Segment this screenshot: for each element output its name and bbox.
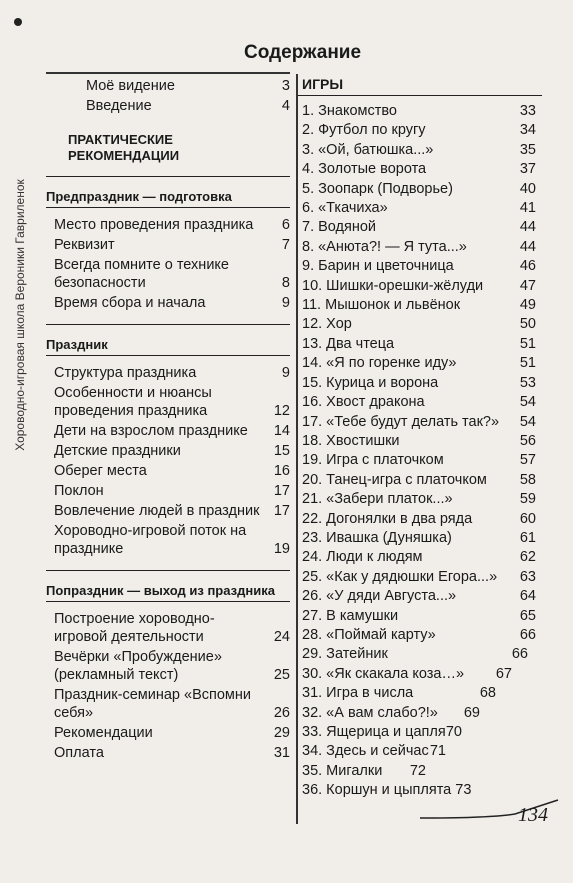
game-entry-label: 3. «Ой, батюшка...» [302, 141, 434, 158]
game-entry-page: 33 [519, 103, 536, 119]
game-entry-label: 6. «Ткачиха» [302, 200, 388, 217]
game-entry-page: 62 [519, 549, 536, 566]
game-entry-label: 7. Водяной [302, 219, 377, 236]
section-title-holiday: Праздник [46, 337, 290, 356]
game-entry-label: 32. «А вам слабо?!» [302, 704, 438, 721]
section-title-prepare: Предпраздник — подготовка [46, 189, 290, 208]
game-entry[interactable] [298, 704, 542, 723]
toc-entry-label: Реквизит [54, 237, 115, 253]
game-entry[interactable] [298, 393, 542, 412]
practical-heading [46, 132, 290, 164]
toc-entry-label: Особенности и нюансы проведения праздника [54, 385, 212, 419]
game-entry-label: 10. Шишки-орешки-жёлуди [302, 277, 484, 294]
spine-title: Хороводно-игровая школа Вероники Гавриленок [13, 179, 27, 451]
toc-entry[interactable] [54, 744, 290, 762]
game-entry-label: 19. Игра с платочком [302, 452, 444, 469]
game-entry[interactable] [298, 141, 542, 160]
toc-entry[interactable] [54, 502, 290, 520]
toc-entry[interactable] [86, 96, 290, 116]
game-entry-page: 66 [519, 626, 536, 643]
game-entry-label: 21. «Забери платок...» [302, 491, 453, 508]
toc-entry-label: Вечёрки «Пробуждение» (рекламный текст) [54, 649, 222, 683]
toc-entry-label: Построение хороводно-игровой деятельности [54, 611, 215, 645]
game-entry[interactable] [298, 413, 542, 432]
game-entry-page: 56 [519, 432, 536, 449]
game-entry[interactable] [298, 180, 542, 199]
game-entry[interactable] [298, 335, 542, 354]
game-entry-page: 57 [519, 452, 536, 469]
game-entry-page: 34 [519, 122, 536, 139]
game-entry[interactable] [298, 645, 542, 664]
toc-entry-page: 9 [281, 365, 290, 381]
game-entry-label: 34. Здесь и сейчас [302, 743, 429, 760]
game-entry-page: 49 [519, 297, 536, 314]
game-entry-label: 31. Игра в числа [302, 685, 414, 702]
toc-entry-page: 7 [281, 237, 290, 253]
game-entry-label: 9. Барин и цветочница [302, 258, 454, 275]
toc-entry-label: Структура праздника [54, 365, 197, 381]
toc-entry[interactable] [86, 76, 290, 96]
left-column [46, 72, 290, 762]
game-entry[interactable] [298, 199, 542, 218]
page-title: Содержание [244, 42, 362, 63]
toc-entry-page: 15 [273, 443, 290, 459]
practical-heading-line2: РЕКОМЕНДАЦИИ [68, 148, 180, 163]
game-entry[interactable] [298, 451, 542, 470]
toc-entry-page: 6 [281, 217, 290, 233]
game-entry-label: 16. Хвост дракона [302, 394, 425, 411]
game-entry-label: 4. Золотые ворота [302, 161, 427, 178]
game-entry-label: 12. Хор [302, 316, 352, 333]
toc-entry-label: Детские праздники [54, 443, 181, 459]
toc-entry-label: Хороводно-игровой поток на празднике [54, 523, 247, 557]
game-entry-page: 67 [495, 665, 512, 682]
game-entry-label: 30. «Як скакала коза…» [302, 665, 465, 682]
game-entry-page: 44 [519, 238, 536, 255]
game-entry[interactable] [298, 568, 542, 587]
toc-entry-page: 31 [273, 745, 290, 761]
game-entry-label: 36. Коршун и цыплята [302, 782, 452, 799]
toc-entry-page: 24 [273, 629, 290, 645]
game-entry-label: 22. Догонялки в два ряда [302, 510, 473, 527]
toc-entry-label: Всегда помните о технике безопасности [54, 257, 229, 291]
game-entry-page: 44 [519, 219, 536, 236]
toc-entry-page: 16 [273, 463, 290, 479]
toc-entry-label: Дети на взрослом празднике [54, 423, 248, 439]
game-entry-page: 72 [409, 762, 426, 779]
game-entry-label: 23. Ивашка (Дуняшка) [302, 529, 452, 546]
page-number: 134 [518, 804, 548, 826]
toc-entry-page: 8 [281, 275, 290, 291]
game-entry-page: 54 [519, 394, 536, 411]
game-entry[interactable] [298, 684, 542, 703]
toc-entry-label: Место проведения праздника [54, 217, 254, 233]
game-entry[interactable] [298, 587, 542, 606]
games-column [298, 72, 542, 801]
toc-entry-label: Моё видение [86, 78, 175, 94]
toc-entry-page: 26 [273, 705, 290, 721]
game-entry-label: 25. «Как у дядюшки Егора...» [302, 568, 498, 585]
game-entry-page: 59 [519, 491, 536, 508]
toc-entry-label: Вовлечение людей в праздник [54, 503, 260, 519]
game-entry-label: 2. Футбол по кругу [302, 122, 426, 139]
game-entry-page: 61 [519, 529, 536, 546]
section-title-after: Попраздник — выход из праздника [46, 583, 290, 602]
game-entry[interactable] [298, 742, 542, 761]
game-entry-page: 53 [519, 374, 536, 391]
toc-entry-page: 4 [281, 98, 290, 114]
game-entry[interactable] [298, 432, 542, 451]
game-entry-label: 1. Знакомство [302, 103, 397, 119]
game-entry[interactable] [298, 374, 542, 393]
game-entry-label: 15. Курица и ворона [302, 374, 439, 391]
game-entry-label: 8. «Анюта?! — Я тута...» [302, 238, 467, 255]
game-entry[interactable] [298, 296, 542, 315]
toc-entry-label: Оберег места [54, 463, 147, 479]
game-entry-label: 20. Танец-игра с платочком [302, 471, 487, 488]
game-entry-label: 18. Хвостишки [302, 432, 400, 449]
game-entry-page: 64 [519, 588, 536, 605]
toc-entry[interactable] [54, 384, 290, 420]
game-entry[interactable] [298, 607, 542, 626]
game-entry-label: 24. Люди к людям [302, 549, 423, 566]
spine-header [8, 8, 30, 608]
game-entry[interactable] [298, 354, 542, 373]
game-entry-page: 69 [463, 704, 480, 721]
game-entry[interactable] [298, 257, 542, 276]
game-entry[interactable] [298, 277, 542, 296]
toc-entry[interactable] [54, 686, 290, 722]
game-entry-label: 35. Мигалки [302, 762, 383, 779]
toc-entry-page: 19 [273, 541, 290, 557]
game-entry-label: 13. Два чтеца [302, 335, 395, 352]
game-entry-page: 41 [519, 200, 536, 217]
game-entry-page: 58 [519, 471, 536, 488]
game-entry-label: 11. Мышонок и львёнок [302, 297, 461, 314]
game-entry[interactable] [298, 510, 542, 529]
game-entry[interactable] [298, 218, 542, 237]
game-entry-page: 73 [455, 782, 472, 799]
game-entry-label: 17. «Тебе будут делать так?» [302, 413, 500, 430]
toc-entry-label: Поклон [54, 483, 104, 499]
game-entry-page: 37 [519, 161, 536, 178]
game-entry-page: 54 [519, 413, 536, 430]
toc-entry-label: Время сбора и начала [54, 295, 206, 311]
games-title: ИГРЫ [298, 72, 542, 96]
toc-entry-label: Праздник-семинар «Вспомни себя» [54, 687, 251, 721]
toc-entry-page: 3 [281, 78, 290, 94]
game-entry-page: 65 [519, 607, 536, 624]
toc-entry[interactable] [54, 256, 290, 292]
toc-entry-page: 25 [273, 667, 290, 683]
toc-entry[interactable] [54, 294, 290, 312]
toc-entry-page: 9 [281, 295, 290, 311]
game-entry-label: 5. Зоопарк (Подворье) [302, 180, 453, 197]
game-entry[interactable] [298, 121, 542, 140]
game-entry-page: 68 [479, 685, 496, 702]
game-entry-page: 60 [519, 510, 536, 527]
game-entry-label: 33. Ящерица и цапля [302, 724, 446, 740]
toc-entry[interactable] [54, 610, 290, 646]
toc-entry[interactable] [54, 216, 290, 234]
game-entry[interactable] [298, 626, 542, 645]
game-entry[interactable] [298, 665, 542, 684]
toc-entry-label: Оплата [54, 745, 104, 761]
game-entry-page: 70 [445, 724, 462, 740]
game-entry[interactable] [298, 471, 542, 490]
game-entry-page: 63 [519, 568, 536, 585]
game-entry[interactable] [298, 238, 542, 257]
toc-entry[interactable] [54, 724, 290, 742]
game-entry-page: 51 [519, 355, 536, 372]
game-entry-page: 66 [511, 646, 528, 663]
game-entry-label: 26. «У дяди Августа...» [302, 588, 457, 605]
game-entry-page: 46 [519, 258, 536, 275]
game-entry-page: 40 [519, 180, 536, 197]
game-entry-page: 35 [519, 141, 536, 158]
game-entry[interactable] [298, 490, 542, 509]
toc-entry[interactable] [54, 442, 290, 460]
toc-entry[interactable] [54, 422, 290, 440]
toc-entry[interactable] [54, 482, 290, 500]
toc-entry[interactable] [54, 648, 290, 684]
toc-entry-page: 29 [273, 725, 290, 741]
toc-entry[interactable] [54, 236, 290, 254]
game-entry[interactable] [298, 723, 542, 742]
toc-entry-label: Рекомендации [54, 725, 153, 741]
game-entry-page: 50 [519, 316, 536, 333]
game-entry-label: 14. «Я по горенке иду» [302, 355, 457, 372]
game-entry-page: 71 [429, 743, 446, 760]
game-entry[interactable] [298, 315, 542, 334]
toc-entry[interactable] [54, 522, 290, 558]
game-entry[interactable] [298, 529, 542, 548]
game-entry[interactable] [298, 160, 542, 179]
game-entry-page: 47 [519, 277, 536, 294]
games-list [298, 102, 542, 801]
game-entry-page: 51 [519, 335, 536, 352]
game-entry-label: 27. В камушки [302, 607, 399, 624]
toc-entry-page: 14 [273, 423, 290, 439]
game-entry[interactable] [298, 548, 542, 567]
toc-entry-page: 17 [273, 483, 290, 499]
toc-entry[interactable] [54, 364, 290, 382]
game-entry[interactable] [298, 102, 542, 121]
game-entry-label: 29. Затейник [302, 646, 388, 663]
toc-entry-page: 17 [273, 503, 290, 519]
game-entry-label: 28. «Поймай карту» [302, 626, 436, 643]
toc-entry-label: Введение [86, 98, 152, 114]
toc-entry-page: 12 [273, 403, 290, 419]
toc-entry[interactable] [54, 462, 290, 480]
practical-heading-line1: ПРАКТИЧЕСКИЕ [68, 132, 173, 147]
